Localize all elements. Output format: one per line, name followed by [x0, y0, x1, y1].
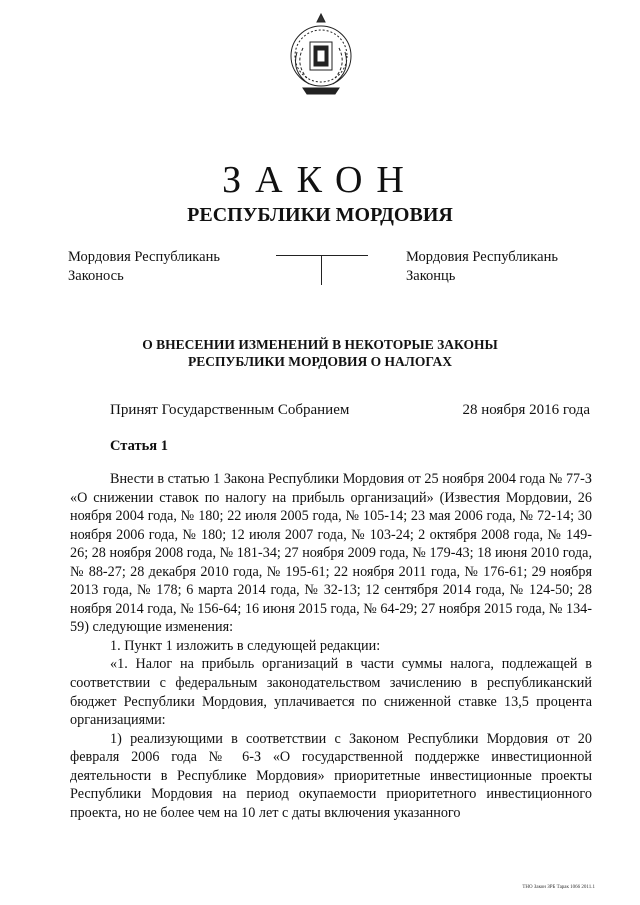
left-language-header [68, 248, 220, 286]
body-paragraph: 1. Пункт 1 изложить в следующей редакции: [110, 637, 381, 654]
left-language-line: Законось [68, 268, 124, 284]
right-language-header [406, 248, 558, 286]
law-name-line: О ВНЕСЕНИИ ИЗМЕНЕНИЙ В НЕКОТОРЫЕ ЗАКОНЫ [142, 337, 498, 352]
right-language-line: Законць [406, 268, 456, 284]
header-divider [276, 255, 368, 287]
body-paragraph: Внести в статью 1 Закона Республики Мордовия от 25 ноября 2004 года № 77-З «О снижении ставок по налогу на прибыль организаций» (Известия Мордовии, 26 ноября 2004 года, № 180; 22 июля 2005 года, № 105-14; 23 мая 2006 года, № 72-14; 30 ноября 2006 года, № 180; 12 июля 2007 года, № 103-24; 2 октября 2008 года, № 149-26; 28 ноября 2008 года, № 181-34; 27 ноября 2009 года, № 179-43; 18 июня 2010 года, № 88-27; 28 декабря 2010 года, № 195-61; 22 ноября 2011 года, № 176-61; 29 ноября 2013 года, № 178; 6 марта 2014 года, № 32-13; 12 сентября 2014 года, № 124-50; 28 ноября 2014 года, № 156-64; 16 июня 2015 года, № 64-29; 27 ноября 2015 года, № 134-59) следующие изменения: [70, 471, 592, 636]
body-paragraph: 1) реализующими в соответствии с Законом Республики Мордовия от 20 февраля 2006 года № 6-З «О государственной поддержке инвестиционной деятельности в Республике Мордовия» приоритетные инвестиционные проекты Республики Мордовия на период окупаемости приоритетного инвестиционного проекта, но не более чем на 10 лет с даты включения указанного [70, 730, 592, 821]
coat-of-arms-emblem [283, 12, 359, 96]
article-body [70, 470, 592, 822]
adoption-text: Принят Государственным Собранием [110, 402, 350, 418]
adoption-line [110, 400, 590, 420]
footer-code: ТНО Закон ЗРБ Тарак 1066 2011.1 [522, 885, 595, 890]
body-paragraph: «1. Налог на прибыль организаций в части суммы налога, подлежащей в соответствии с федеральным законодательством зачислению в республиканский бюджет Республики Мордовия, уплачивается по сниженной ставке 13,5 процента организациями: [70, 656, 592, 729]
article-title: Статья 1 [110, 438, 168, 454]
law-name [0, 336, 640, 370]
right-language-line: Мордовия Республикань [406, 249, 558, 265]
document-subtitle: РЕСПУБЛИКИ МОРДОВИЯ [187, 204, 453, 226]
left-language-line: Мордовия Республикань [68, 249, 220, 265]
adoption-date: 28 ноября 2016 года [462, 402, 590, 418]
document-title: ЗАКОН [222, 159, 418, 201]
law-name-line: РЕСПУБЛИКИ МОРДОВИЯ О НАЛОГАХ [188, 354, 452, 369]
